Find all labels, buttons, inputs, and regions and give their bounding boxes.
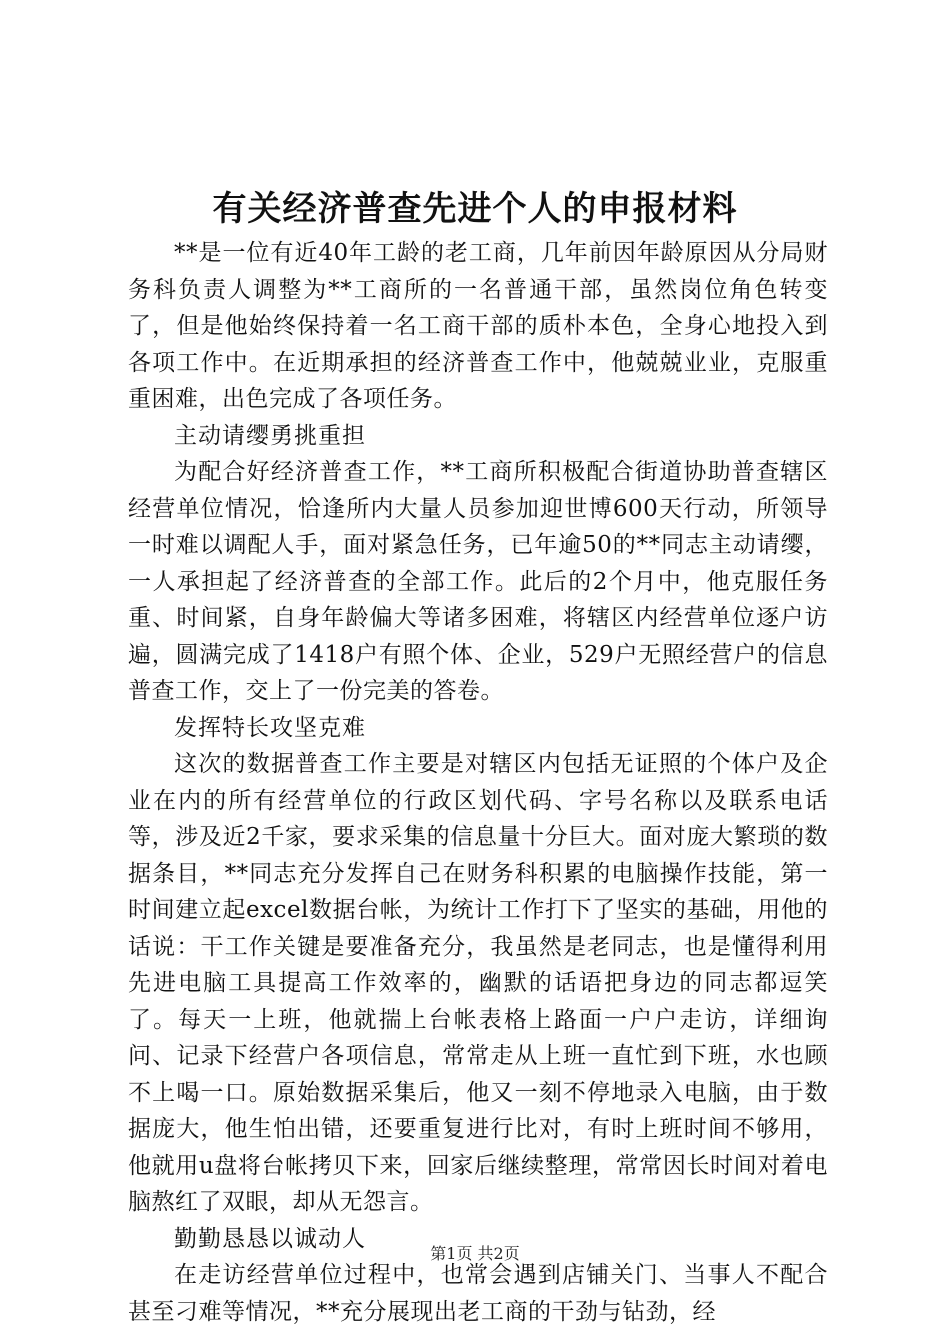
section-1-paragraph: 为配合好经济普查工作，**工商所积极配合街道协助普查辖区经营单位情况，恰逢所内大量人员参加迎世博600天行动，所领导一时难以调配人手，面对紧急任务，已年逾50的**同志主动请缨，一人承担起了经济普查的全部工作。此后的2个月中，他克服任务重、时间紧，自身年龄偏大等诸多困难，将辖区内经营单位逐户访遍，圆满完成了1418户有照个体、企业，529户无照经营户的信息普查工作，交上了一份完美的答卷。 bbox=[128, 459, 828, 704]
section-3-paragraph: 在走访经营单位过程中，也常会遇到店铺关门、当事人不配合甚至刁难等情况，**充分展现出老工商的干劲与钻劲，经 bbox=[128, 1262, 828, 1325]
intro-paragraph: **是一位有近40年工龄的老工商，几年前因年龄原因从分局财务科负责人调整为**工商所的一名普通干部，虽然岗位角色转变了，但是他始终保持着一名工商干部的质朴本色，全身心地投入到各项工作中。在近期承担的经济普查工作中，他兢兢业业，克服重重困难，出色完成了各项任务。 bbox=[128, 240, 828, 412]
section-2-paragraph: 这次的数据普查工作主要是对辖区内包括无证照的个体户及企业在内的所有经营单位的行政区划代码、字号名称以及联系电话等，涉及近2千家，要求采集的信息量十分巨大。面对庞大繁琐的数据条目，**同志充分发挥自己在财务科积累的电脑操作技能，第一时间建立起excel数据台帐，为统计工作打下了坚实的基础，用他的话说：干工作关键是要准备充分，我虽然是老同志，也是懂得利用先进电脑工具提高工作效率的，幽默的话语把身边的同志都逗笑了。每天一上班，他就揣上台帐表格上路面一户户走访，详细询问、记录下经营户各项信息，常常走从上班一直忙到下班，水也顾不上喝一口。原始数据采集后，他又一刻不停地录入电脑，由于数据庞大，他生怕出错，还要重复进行比对，有时上班时间不够用，他就用u盘将台帐拷贝下来，回家后继续整理，常常因长时间对着电脑熬红了双眼，却从无怨言。 bbox=[128, 751, 828, 1215]
section-heading-3: 勤勤恳恳以诚动人 bbox=[174, 1225, 366, 1252]
document-body bbox=[128, 235, 828, 1330]
page-number-footer: 第1页 共2页 bbox=[430, 1244, 520, 1263]
section-heading-1: 主动请缨勇挑重担 bbox=[174, 422, 366, 449]
document-title: 有关经济普查先进个人的申报材料 bbox=[212, 189, 738, 229]
section-heading-2: 发挥特长攻坚克难 bbox=[174, 714, 366, 741]
